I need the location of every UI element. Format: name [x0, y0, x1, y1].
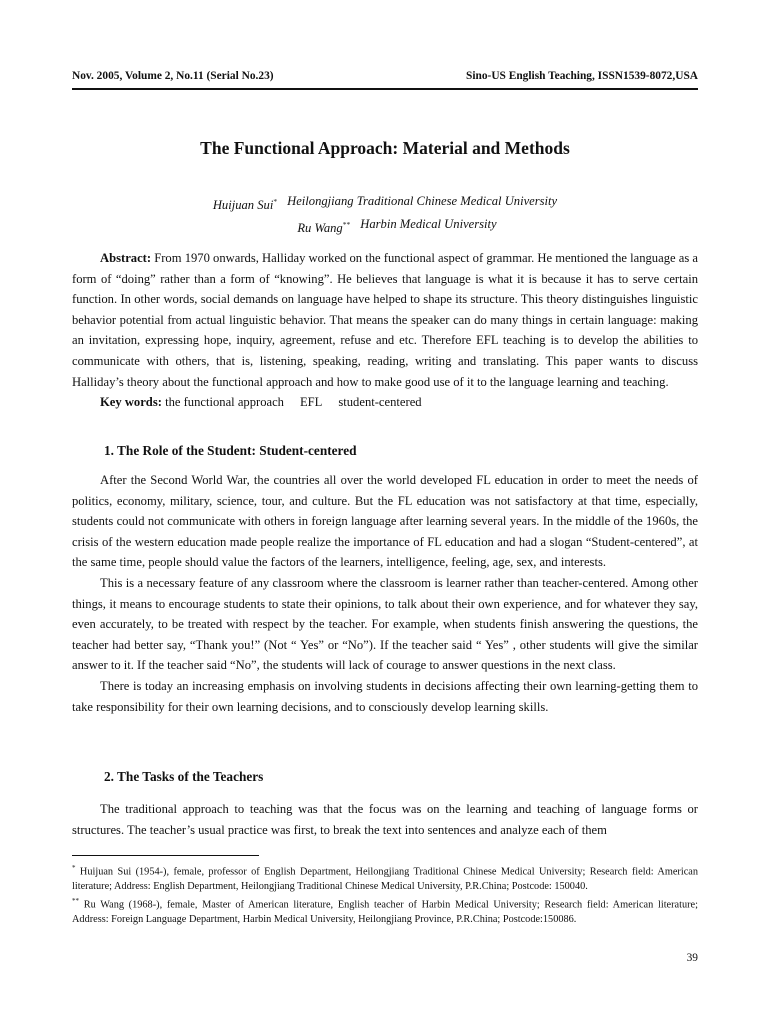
keywords-label: Key words: [100, 395, 162, 410]
footnote-text: Huijuan Sui (1954-), female, professor of English Department, Heilongjiang Traditional Chinese Medical University; Research field: American literature; Address: English Department, Heilongjiang Traditional Chinese Medical University, P.R.China; Postcode: 150040. [72, 866, 698, 892]
section-2-body [72, 799, 698, 840]
keyword: EFL [299, 395, 323, 410]
section-heading: 2. The Tasks of the Teachers [104, 769, 264, 784]
author-footnote-mark: ** [342, 220, 351, 230]
paper-title: The Functional Approach: Material and Methods [200, 138, 570, 158]
abstract-paragraph [72, 248, 698, 392]
keywords-line [72, 392, 698, 413]
author-block [72, 192, 698, 238]
footnotes [72, 861, 698, 927]
author-name: Ru Wang** [297, 220, 351, 236]
abstract-text: From 1970 onwards, Halliday worked on the functional aspect of grammar. He mentioned the language as a form of “doing” rather than a form of “knowing”. He believes that language is what it is because it has to serve certain function. In other words, social demands on language have helped to shape its structure. This theory distinguishes linguistic behavior potential from actual linguistic behavior. That means the speaker can do many things in certain language: making an invitation, expressing hope, inquiry, agreement, refuse and etc. Therefore EFL teaching is to develop the abilities to communicate with others, that is, listening, speaking, reading, writing and translating. This paper wants to discuss Halliday’s theory about the functional approach and how to make good use of it to the language learning and teaching. [72, 251, 698, 389]
body-paragraph: After the Second World War, the countries all over the world developed FL education in order to meet the needs of politics, economy, military, science, tour, and culture. But the FL education was not satisfactory at that time, especially, students could not communicate with others in foreign language after learning several years. In the middle of the 1960s, the crisis of the western education made people realize the importance of FL education and had a slogan “Student-centered”, at the same time, people should value the factors of the learners, intelligence, feeling, age, sex, and interests. [72, 473, 698, 570]
footnote [72, 894, 698, 927]
footnote-mark: * [72, 864, 76, 872]
footnote-mark: ** [72, 897, 79, 906]
author-line [72, 215, 698, 238]
author-name: Huijuan Sui* [212, 197, 278, 213]
abstract-label: Abstract: [100, 251, 152, 265]
footnote-text: Ru Wang (1968-), female, Master of American literature, English teacher of Harbin Medical University; Research field: American literature; Address: Foreign Language Department, Harbin Medical University, Heilongjiang Province, P.R.China; Postcode:150086. [72, 899, 698, 925]
running-header [72, 70, 698, 82]
body-paragraph: This is a necessary feature of any classroom where the classroom is learner rather than teacher-centered. Among other things, it means to encourage students to state their opinions, to talk about their own experience, and for whatever they say, even accurately, to be treated with respect by the teacher. For example, when students finish answering the questions, the teacher had better say, “Thank you!” (Not “ Yes” or “No”). If the teacher said “ Yes” , other students will give the similar answer to it. If the teacher said “No”, the students will lack of courage to answer questions in the next class. [72, 575, 698, 673]
body-paragraph: There is today an increasing emphasis on involving students in decisions affecting their own learning-getting them to take responsibility for their own learning decisions, and to consciously develop learning skills. [72, 678, 698, 714]
author-affiliation: Heilongjiang Traditional Chinese Medical University [287, 194, 558, 208]
page-number: 39 [686, 952, 698, 964]
author-affiliation: Harbin Medical University [360, 217, 497, 232]
keyword: student-centered [338, 395, 422, 410]
header-journal-issue: Nov. 2005, Volume 2, No.11 (Serial No.23) [72, 70, 274, 82]
section-1-body [72, 470, 698, 717]
header-journal-name: Sino-US English Teaching, ISSN1539-8072,USA [466, 70, 698, 82]
body-paragraph: The traditional approach to teaching was that the focus was on the learning and teaching of language forms or structures. The teacher’s usual practice was first, to break the text into sentences and analyze each of them [72, 802, 698, 837]
author-line [72, 192, 698, 215]
author-footnote-mark: * [273, 197, 278, 206]
keyword: the functional approach [165, 395, 284, 410]
footnote-divider [72, 855, 259, 856]
abstract-block [72, 248, 698, 413]
section-heading: 1. The Role of the Student: Student-centered [104, 443, 357, 458]
header-divider [72, 88, 698, 90]
footnote [72, 861, 698, 894]
